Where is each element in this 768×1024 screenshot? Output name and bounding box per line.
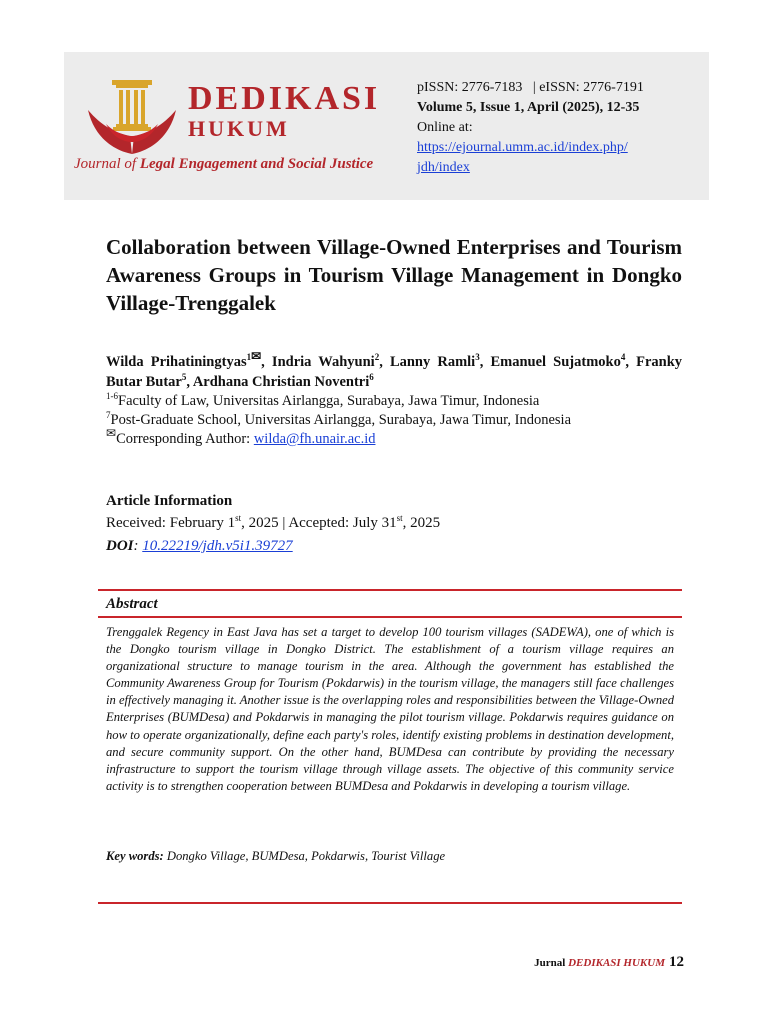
affiliation-line	[106, 392, 682, 411]
envelope-icon: ✉	[251, 349, 262, 364]
accepted-sup: st	[396, 513, 403, 523]
affiliation-text: Post-Graduate School, Universitas Airlangga, Surabaya, Jawa Timur, Indonesia	[110, 412, 572, 428]
abstract-bottom-rule	[98, 902, 682, 904]
keywords-list: Dongko Village, BUMDesa, Pokdarwis, Tourist Village	[163, 849, 446, 863]
accepted-date: , 2025 | Accepted: July 31	[241, 515, 397, 531]
author-name: Ardhana Christian Noventri	[192, 374, 370, 390]
abstract-top-rule	[98, 589, 682, 591]
eissn: eISSN: 2776-7191	[539, 80, 644, 95]
article-info-heading: Article Information	[106, 493, 233, 509]
affiliation-sup: 7	[106, 410, 111, 421]
accepted-year: , 2025	[402, 515, 441, 531]
journal-url-link[interactable]: https://ejournal.umm.ac.id/index.php/	[417, 140, 628, 155]
pissn: pISSN: 2776-7183	[417, 80, 523, 95]
abstract-body: Trenggalek Regency in East Java has set a target to develop 100 tourism villages (SADEWA), one of which is the Dongko tourism village in Dongko District. The establishment of a tourism village requires an organizational structure to manage tourism in the area. Although the government has established the Community Awareness Group for Tourism (Pokdarwis) in the tourism village, the managers still face challenges in effectively managing it. Another issue is the overlapping roles and responsibilities between the Village-Owned Enterprises (BUMDesa) and Pokdarwis in managing the pilot tourism village. Pokdarwis requires guidance on how to operate organizationally, define each party's roles, identify existing problems in destination development, and secure community support. On the other hand, BUMDesa can contribute by providing the necessary infrastructure to support the tourism village through village assets. The objective of this community service activity is to strengthen cooperation between BUMDesa and Pokdarwis in developing a tourism village.	[106, 625, 674, 793]
affiliation-line	[106, 411, 682, 430]
doi-link[interactable]: 10.22219/jdh.v5i1.39727	[142, 538, 293, 554]
online-label: Online at:	[417, 120, 473, 135]
corresponding-author	[106, 426, 682, 449]
author-name: Emanuel Sujatmoko	[490, 354, 621, 370]
journal-tagline	[74, 156, 373, 173]
author-sup: 2	[374, 352, 380, 363]
journal-url-link-cont[interactable]: jdh/index	[417, 160, 470, 175]
doi-label: DOI	[106, 538, 134, 554]
footer-journal: Jurnal	[534, 957, 569, 969]
received-sup: st	[235, 513, 242, 523]
journal-meta	[417, 78, 644, 178]
issn-separator: |	[522, 80, 540, 95]
article-dates	[106, 515, 440, 532]
author-sup: 1	[246, 352, 252, 363]
volume-info: Volume 5, Issue 1, April (2025), 12-35	[417, 100, 640, 115]
keywords	[106, 849, 445, 864]
affiliation-sup: 1-6	[106, 391, 118, 402]
author-name: Indria Wahyuni	[271, 354, 375, 370]
author-sup: 5	[181, 372, 187, 383]
brand-subname: HUKUM	[188, 116, 290, 141]
author-name: Lanny Ramli	[389, 354, 476, 370]
envelope-icon: ✉	[106, 426, 117, 441]
tagline-bold: Legal Engagement and Social Justice	[139, 156, 374, 172]
corresponding-email-link[interactable]: wilda@fh.unair.ac.id	[253, 431, 376, 447]
footer-journal-name: DEDIKASI HUKUM	[568, 957, 665, 969]
article-title: Collaboration between Village-Owned Enterprises and Tourism Awareness Groups in Tourism Village Management in Dongko Village-Trenggalek	[106, 235, 682, 315]
author-sup: 3	[475, 352, 480, 363]
brand-name: DEDIKASI	[188, 80, 381, 117]
issn-row	[417, 78, 644, 98]
doi-colon: :	[133, 538, 143, 554]
author-sup: 4	[620, 352, 626, 363]
author-sup: 6	[369, 372, 374, 383]
journal-header	[64, 52, 709, 200]
page-footer	[534, 953, 684, 971]
article-doi	[106, 538, 293, 555]
tagline-prefix: Journal of	[74, 156, 140, 172]
abstract-heading-rule	[98, 616, 682, 618]
pillar-hands-logo-icon	[82, 72, 182, 162]
keywords-label: Key words:	[106, 849, 164, 863]
author-name: Wilda Prihatiningtyas	[106, 354, 247, 370]
affiliations	[106, 392, 682, 449]
affiliation-text: Faculty of Law, Universitas Airlangga, Surabaya, Jawa Timur, Indonesia	[118, 393, 540, 409]
page-number: 12	[669, 954, 684, 970]
received-date: Received: February 1	[106, 515, 236, 531]
author-list: Wilda Prihatiningtyas$^{1✉}$, Indria Wahyuni$^2$, Lanny Ramli$^3$, Emanuel Sujatmoko$^4$, Franky Butar Butar$^5$, Ardhana Christian Noventri$^6$	[106, 349, 683, 390]
corresponding-label: Corresponding Author:	[116, 431, 254, 447]
author-name: Franky Butar Butar	[106, 354, 683, 390]
abstract-heading: Abstract	[106, 596, 158, 612]
